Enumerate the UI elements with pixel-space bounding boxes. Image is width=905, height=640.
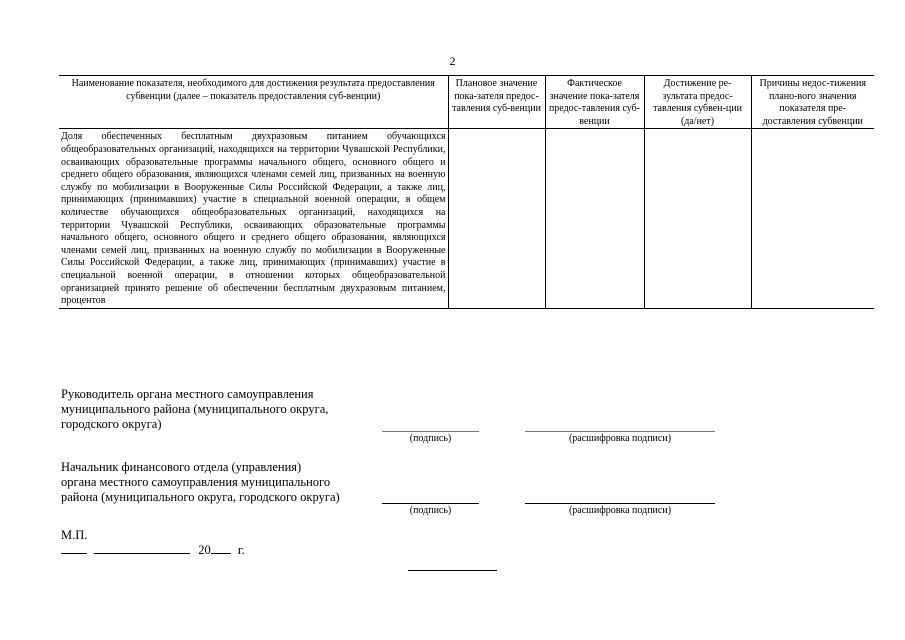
date-year-prefix: 20: [198, 543, 211, 557]
head-decoding-caption: (расшифровка подписи): [568, 433, 672, 444]
head-signature-line[interactable]: [382, 431, 479, 432]
finance-signature-caption: (подпись): [409, 505, 452, 516]
report-table: [59, 75, 874, 309]
date-year-field[interactable]: [211, 542, 231, 554]
head-signature-caption: (подпись): [409, 433, 452, 444]
finance-decoding-caption: (расшифровка подписи): [568, 505, 672, 516]
header-achievement: Достижение ре-зультата предос-тавления субвен-ции (да/нет): [644, 76, 751, 129]
date-year-suffix: г.: [237, 543, 245, 557]
head-signature-title: Руководитель органа местного самоуправления муниципального района (муниципального округа, городского округа): [61, 387, 329, 431]
date-row: [61, 542, 245, 558]
finance-decoding-line[interactable]: [525, 503, 715, 504]
header-actual-value: Фактическое значение пока-зателя предос-тавления суб-венции: [545, 76, 644, 129]
indicator-cell: Доля обеспеченных бесплатным двухразовым питанием обучающихся общеобразовательных организаций, находящихся на территории Чувашской Республики, осваивающих образовательные программы начального общего, основного общего и среднего общего образования, являющихся членами семей лиц, призванных на военную службу по мобилизации в Вооруженные Силы Российской Федерации, а также лиц, принимающих (принимавших) участие в специальной военной операции, в общем количестве обучающихся общеобразовательных организаций, находящихся на территории Чувашской Республики, осваивающих образовательные программы начального общего, основного общего и среднего общего образования, являющихся членами семей лиц, призванных на военную службу по мобилизации в Вооруженные Силы Российской Федерации, а также лиц, принимающих (принимавших) участие в специальной военной операции, в отношении которых общеобразовательной организацией принято решение об обеспечении бесплатным двухразовым питанием, процентов: [59, 129, 448, 308]
date-month-field[interactable]: [94, 542, 190, 554]
header-reasons: Причины недос-тижения плано-вого значения показателя пре-доставления субвенции: [751, 76, 874, 129]
date-day-field[interactable]: [61, 542, 87, 554]
head-decoding-line[interactable]: [525, 431, 715, 432]
header-planned-value: Плановое значение пока-зателя предос-тавления суб-венции: [448, 76, 545, 129]
finance-signature-title: Начальник финансового отдела (управления) органа местного самоуправления муниципального района (муниципального округа, городского округа): [61, 460, 340, 504]
table-row: [59, 129, 874, 308]
page-number: 2: [449, 54, 456, 68]
finance-signature-line[interactable]: [382, 503, 479, 504]
header-indicator-name: Наименование показателя, необходимого для достижения результата предоставления субвенции (далее – показатель предоставления суб-венции): [59, 76, 448, 129]
actual-value-cell[interactable]: [545, 129, 644, 308]
achievement-cell[interactable]: [644, 129, 751, 308]
table-header-row: [59, 76, 874, 129]
planned-value-cell[interactable]: [448, 129, 545, 308]
stamp-label: М.П.: [61, 528, 88, 542]
reasons-cell[interactable]: [751, 129, 874, 308]
closing-rule: [408, 570, 497, 571]
